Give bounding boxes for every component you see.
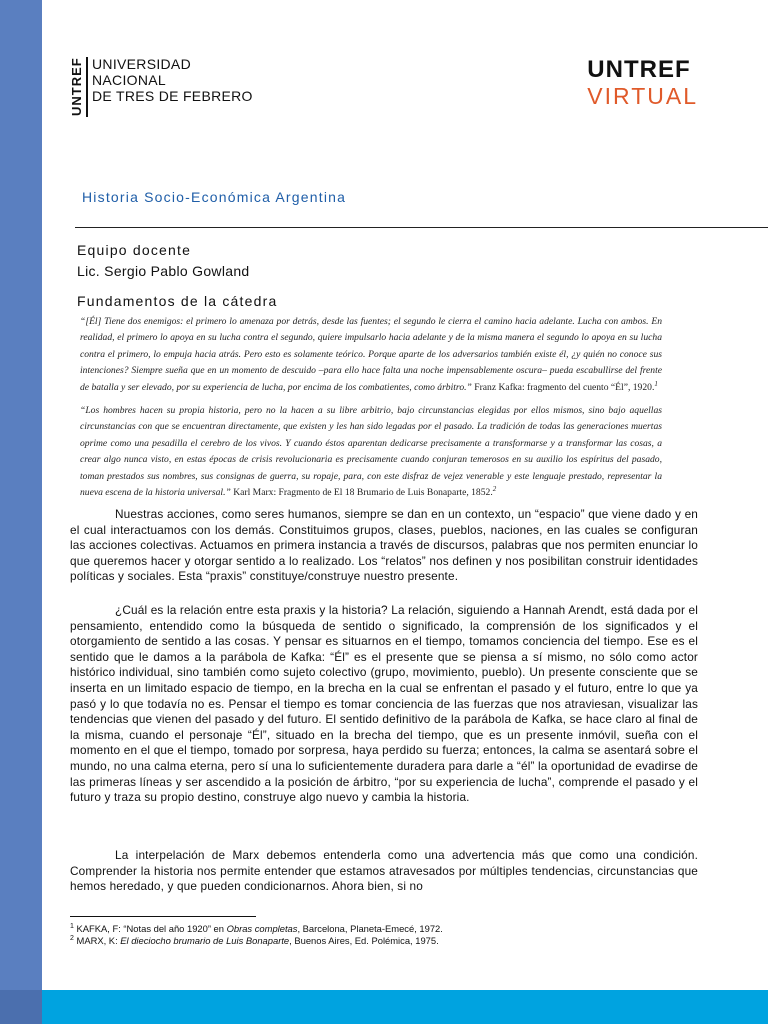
body-paragraph: La interpelación de Marx debemos entenderla como una advertencia más que como una condición. Comprender la historia nos permite entender que estamos atravesados por múltiples tendencias, circunstancias que hemos heredado, y que pueden condicionarnos. Ahora bien, si no (70, 848, 698, 894)
footnote (70, 935, 439, 947)
footnote-text: , Buenos Aires, Ed. Polémica, 1975. (289, 935, 439, 946)
title-divider (75, 227, 768, 228)
bottom-bar-corner (0, 990, 42, 1024)
epigraph-quote-marx (80, 403, 662, 501)
team-member-name: Lic. Sergio Pablo Gowland (77, 263, 250, 279)
quote-attribution: Franz Kafka: fragmento del cuento “Él”, 1920. (474, 381, 655, 393)
footnote-work-title: El dieciocho brumario de Luis Bonaparte (120, 935, 290, 946)
footnote-work-title: Obras completas (226, 923, 298, 934)
logo-line-1: UNIVERSIDAD (92, 56, 191, 72)
body-paragraph: Nuestras acciones, como seres humanos, siempre se dan en un contexto, un “espacio” que viene dado y en el cual interactuamos con los demás. Constituimos grupos, clases, pueblos, naciones, en las cuales se configuran las acciones colectivas. Actuamos en primera instancia a través de discursos, palabras que nos permiten enunciar lo que queremos hacer y otorgar sentido a lo realizado. Los “relatos” nos definen y nos posibilitan construir identidades políticas y sociales. Esta “praxis” constituye/construye nuestro presente. (70, 507, 698, 584)
footnote-ref[interactable]: 1 (654, 379, 658, 388)
logo-divider (86, 57, 88, 117)
footnote-mark: 1 (70, 922, 74, 930)
quote-text: “[Él] Tiene dos enemigos: el primero lo amenaza por detrás, desde las fuentes; el segundo le cierra el camino hacia adelante. Lucha con ambos. En realidad, el primero lo apoya en su lucha contra el segundo, quiere impulsarlo hacia adelante y de la misma manera el segundo lo apoya en su lucha contra el primero, lo empuja hacia atrás. Pero esto es solamente teórico. Porque aparte de los adversarios también existe él, ¿y quién no conoce sus intenciones? Siempre sueña que en un momento de descuido –para ello hace falta una noche impensablemente oscura– pueda escabullirse del frente de batalla y ser elevado, por su experiencia de lucha, por encima de los combatientes, como árbitro.” (80, 316, 662, 393)
footnote-text: , Barcelona, Planeta-Emecé, 1972. (297, 923, 443, 934)
logo-line-3: DE TRES DE FEBRERO (92, 88, 253, 104)
logo-vertical-text: UNTREF (69, 57, 84, 117)
virtual-logo-sub: VIRTUAL (587, 83, 698, 109)
footnote-ref[interactable]: 2 (492, 484, 497, 493)
virtual-logo-brand: UNTREF (587, 56, 691, 83)
untref-virtual-logo (587, 57, 698, 109)
footnote-text: MARX, K: (76, 935, 121, 946)
logo-line-2: NACIONAL (92, 72, 166, 88)
footnote-text: KAFKA, F: “Notas del año 1920” en (76, 923, 227, 934)
team-label: Equipo docente (77, 242, 192, 258)
epigraph-quote-kafka (80, 314, 662, 396)
footnote-mark: 2 (70, 934, 74, 942)
body-paragraph: ¿Cuál es la relación entre esta praxis y la historia? La relación, siguiendo a Hannah Arendt, está dada por el pensamiento, entendido como la búsqueda de sentido o significado, la comprensión de los significados y el otorgamiento de sentido a las cosas. Y pensar es situarnos en el tiempo, tomamos conciencia del tiempo. Ese es el sentido que le damos a la parábola de Kafka: “Él” es el presente que se piensa a sí mismo, no sólo como actor histórico individual, sino también como sujeto colectivo (grupo, movimiento, pueblo). Un presente consciente que se inserta en un limitado espacio de tiempo, en la brecha en la cual se enfrentan el pasado y el futuro, entre lo que ya pasó y lo que todavía no es. Pensar el tiempo es tomar conciencia de las fuerzas que nos atraviesan, visualizar las tendencias que vienen del pasado y del futuro. El sentido definitivo de la parábola de Kafka, se hace claro al final de la misma, cuando el personaje “Él”, situado en la brecha del tiempo, que es un presente inmóvil, sueña con el momento en el que el tiempo, tomado por sorpresa, haya perdido su fuerza; entonces, la calma se asentará sobre el mundo, no una calma eterna, pero sí una lo suficientemente duradera para darle a “él” la oportunidad de evadirse de las primeras líneas y ser ascendido a la posición de árbitro, “por su experiencia de lucha”, comprende el pasado y el futuro y traza su propio destino, construye algo nuevo y cambia la historia. (70, 603, 698, 805)
quote-attribution: Karl Marx: Fragmento de El 18 Brumario de Luis Bonaparte, 1852. (233, 487, 493, 499)
section-title: Fundamentos de la cátedra (77, 293, 278, 309)
left-sidebar-decoration (0, 0, 42, 1024)
bottom-bar-decoration (0, 990, 768, 1024)
logo-university-name (92, 56, 253, 104)
course-title: Historia Socio-Económica Argentina (82, 189, 347, 205)
footnote (70, 923, 443, 935)
footnote-divider (70, 916, 256, 917)
quote-text: “Los hombres hacen su propia historia, pero no la hacen a su libre arbitrio, bajo circunstancias elegidas por ellos mismos, sino bajo aquellas circunstancias con que se encuentran directamente, que existen y les han sido legadas por el pasado. La tradición de todas las generaciones muertas oprime como una pesadilla el cerebro de los vivos. Y cuando éstos aparentan dedicarse precisamente a transformarse y a transformar las cosas, a crear algo nunca visto, en estas épocas de crisis revolucionaria es precisamente cuando conjuran temerosos en su auxilio los espíritus del pasado, toman prestados sus nombres, sus consignas de guerra, su ropaje, para, con este disfraz de vejez venerable y este lenguaje prestado, representar la nueva escena de la historia universal.” (80, 405, 662, 499)
